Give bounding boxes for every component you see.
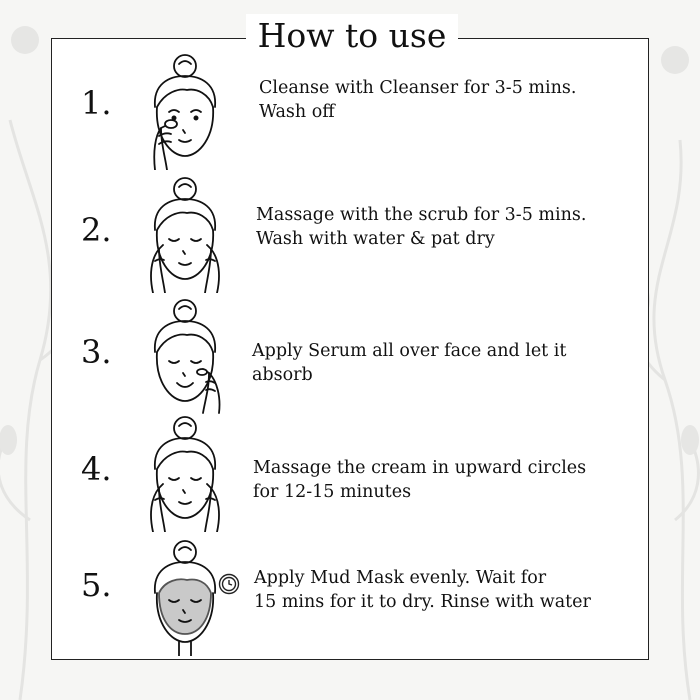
- step-text: Massage the cream in upward circles for 12-15 minutes: [253, 458, 587, 502]
- step-text: Cleanse with Cleanser for 3-5 mins. Wash off: [259, 78, 577, 122]
- step-4: [51, 414, 649, 534]
- step-text: Apply Serum all over face and let it absorb: [252, 341, 567, 385]
- face-mask-icon: [147, 538, 223, 656]
- step-5: [51, 538, 649, 658]
- face-cleanse-icon: [147, 52, 223, 170]
- step-number: 5.: [81, 566, 112, 604]
- page-title: How to use: [246, 14, 458, 58]
- step-number: 4.: [81, 450, 112, 488]
- step-3: [51, 297, 649, 417]
- face-serum-icon: [147, 297, 223, 415]
- face-cream-icon: [147, 414, 223, 532]
- step-text: Apply Mud Mask evenly. Wait for 15 mins for it to dry. Rinse with water: [254, 568, 591, 612]
- step-1: [51, 52, 649, 172]
- step-text: Massage with the scrub for 3-5 mins. Wash with water & pat dry: [256, 205, 587, 249]
- step-number: 1.: [81, 84, 112, 122]
- step-2: [51, 175, 649, 295]
- step-number: 2.: [81, 211, 112, 249]
- step-number: 3.: [81, 333, 112, 371]
- timer-icon: [218, 573, 240, 595]
- face-scrub-icon: [147, 175, 223, 293]
